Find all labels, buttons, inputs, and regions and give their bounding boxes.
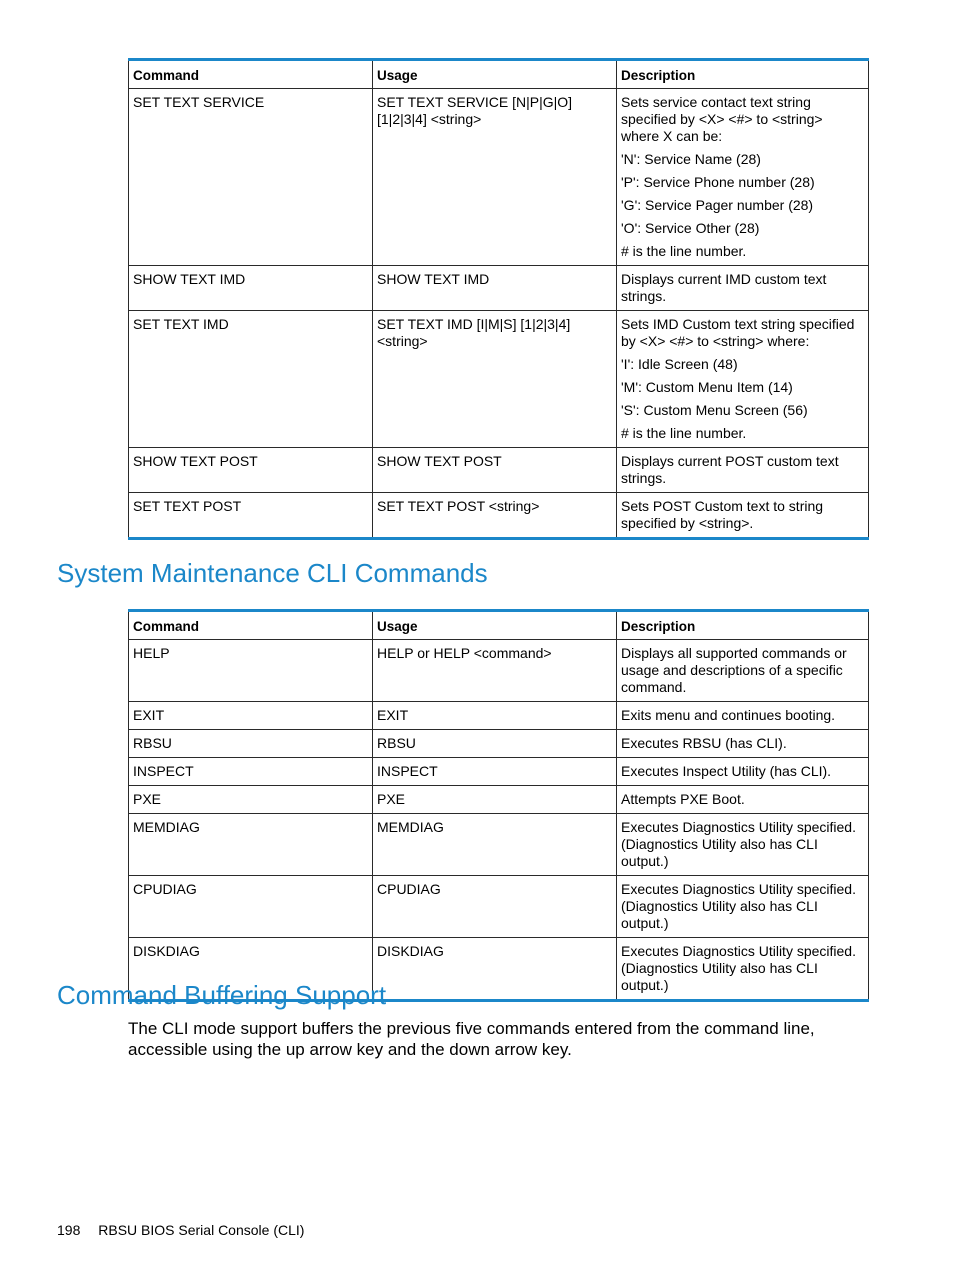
description-line: 'I': Idle Screen (48): [621, 356, 738, 372]
table-header-row: [129, 60, 869, 89]
cell-description: [617, 448, 869, 493]
cell-command: PXE: [129, 786, 373, 814]
system-maintenance-commands-table: [128, 609, 869, 1002]
description-line: Sets service contact text string specified by <X> <#> to <string> where X can be:: [621, 94, 823, 144]
cell-command: DISKDIAG: [129, 938, 373, 1001]
description-line: Attempts PXE Boot.: [621, 791, 745, 807]
description-line: Executes Diagnostics Utility specified. (Diagnostics Utility also has CLI output.): [621, 819, 856, 869]
table-row: [129, 311, 869, 448]
cell-command: EXIT: [129, 702, 373, 730]
description-line: 'N': Service Name (28): [621, 151, 761, 167]
cell-usage: SET TEXT POST <string>: [373, 493, 617, 539]
table-header-row: [129, 611, 869, 640]
cell-description: [617, 493, 869, 539]
description-line: 'O': Service Other (28): [621, 220, 760, 236]
table-row: [129, 786, 869, 814]
command-buffering-paragraph: The CLI mode support buffers the previous five commands entered from the command line, accessible using the up arrow key and the down arrow key.: [128, 1019, 815, 1059]
table-row: [129, 89, 869, 266]
cell-description: [617, 730, 869, 758]
cell-usage: CPUDIAG: [373, 876, 617, 938]
cell-usage: RBSU: [373, 730, 617, 758]
column-header-usage: Usage: [373, 60, 617, 89]
cell-command: SET TEXT SERVICE: [129, 89, 373, 266]
column-header-description: Description: [617, 60, 869, 89]
column-header-command: Command: [129, 60, 373, 89]
table-row: [129, 493, 869, 539]
table-row: [129, 266, 869, 311]
cell-usage: HELP or HELP <command>: [373, 640, 617, 702]
column-header-usage: Usage: [373, 611, 617, 640]
cell-description: [617, 814, 869, 876]
description-line: # is the line number.: [621, 243, 747, 259]
description-line: 'P': Service Phone number (28): [621, 174, 815, 190]
description-line: Displays all supported commands or usage and descriptions of a specific command.: [621, 645, 847, 695]
table-row: [129, 814, 869, 876]
cell-usage: SHOW TEXT POST: [373, 448, 617, 493]
cell-description: [617, 311, 869, 448]
page-footer: [57, 1222, 304, 1238]
cell-command: MEMDIAG: [129, 814, 373, 876]
cell-description: [617, 266, 869, 311]
cell-usage: EXIT: [373, 702, 617, 730]
chapter-title: RBSU BIOS Serial Console (CLI): [98, 1222, 305, 1238]
table-row: [129, 448, 869, 493]
description-line: Executes RBSU (has CLI).: [621, 735, 787, 751]
cell-usage: SET TEXT SERVICE [N|P|G|O] [1|2|3|4] <string>: [373, 89, 617, 266]
column-header-description: Description: [617, 611, 869, 640]
section-title-command-buffering: Command Buffering Support: [57, 980, 387, 1010]
cell-command: SHOW TEXT IMD: [129, 266, 373, 311]
cell-description: [617, 938, 869, 1001]
cell-description: [617, 640, 869, 702]
description-line: 'M': Custom Menu Item (14): [621, 379, 793, 395]
cell-description: [617, 702, 869, 730]
cell-command: HELP: [129, 640, 373, 702]
cell-description: [617, 786, 869, 814]
description-line: 'G': Service Pager number (28): [621, 197, 814, 213]
cell-command: RBSU: [129, 730, 373, 758]
cell-usage: SET TEXT IMD [I|M|S] [1|2|3|4] <string>: [373, 311, 617, 448]
table-row: [129, 640, 869, 702]
cell-command: SET TEXT POST: [129, 493, 373, 539]
cell-description: [617, 89, 869, 266]
cell-command: SET TEXT IMD: [129, 311, 373, 448]
column-header-command: Command: [129, 611, 373, 640]
cell-description: [617, 758, 869, 786]
cell-usage: INSPECT: [373, 758, 617, 786]
cell-command: SHOW TEXT POST: [129, 448, 373, 493]
description-line: Executes Diagnostics Utility specified. (Diagnostics Utility also has CLI output.): [621, 943, 856, 993]
cell-command: INSPECT: [129, 758, 373, 786]
cell-usage: PXE: [373, 786, 617, 814]
description-line: 'S': Custom Menu Screen (56): [621, 402, 808, 418]
description-line: # is the line number.: [621, 425, 747, 441]
description-line: Sets IMD Custom text string specified by <X> <#> to <string> where:: [621, 316, 855, 349]
table-row: [129, 758, 869, 786]
table-row: [129, 876, 869, 938]
cell-usage: SHOW TEXT IMD: [373, 266, 617, 311]
description-line: Executes Diagnostics Utility specified. (Diagnostics Utility also has CLI output.): [621, 881, 856, 931]
table-row: [129, 702, 869, 730]
table-row: [129, 730, 869, 758]
description-line: Displays current IMD custom text strings.: [621, 271, 827, 304]
section-title-system-maintenance: System Maintenance CLI Commands: [57, 558, 488, 588]
cell-command: CPUDIAG: [129, 876, 373, 938]
cell-usage: MEMDIAG: [373, 814, 617, 876]
text-commands-table: [128, 58, 869, 540]
cell-description: [617, 876, 869, 938]
description-line: Executes Inspect Utility (has CLI).: [621, 763, 832, 779]
cell-usage: DISKDIAG: [373, 938, 617, 1001]
description-line: Exits menu and continues booting.: [621, 707, 836, 723]
page-number: 198: [57, 1222, 81, 1238]
description-line: Sets POST Custom text to string specified by <string>.: [621, 498, 824, 531]
description-line: Displays current POST custom text strings.: [621, 453, 839, 486]
